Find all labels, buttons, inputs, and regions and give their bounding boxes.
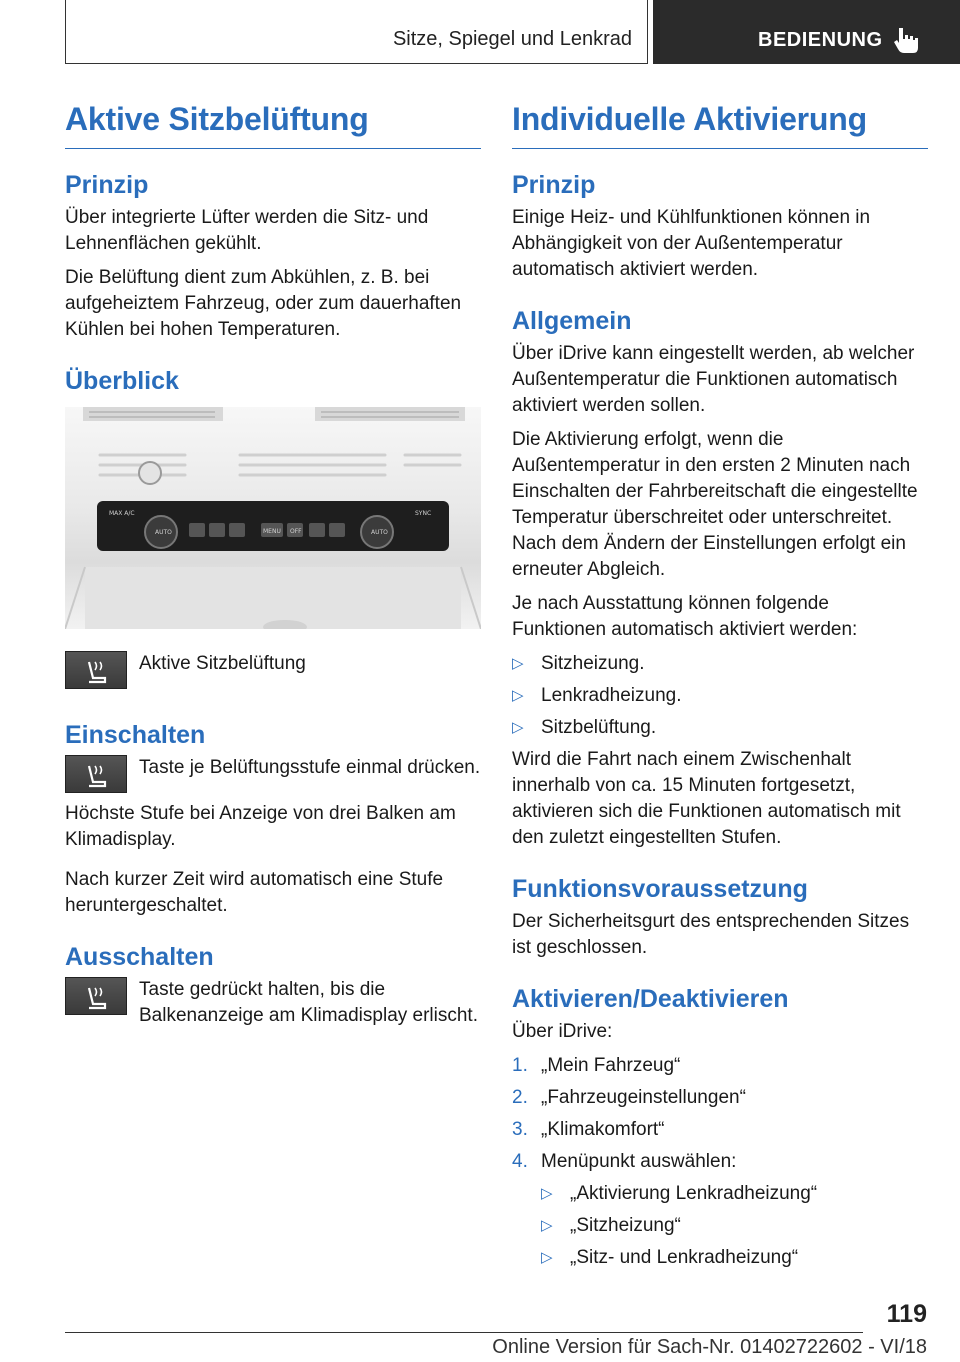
photo-label-max-ac: MAX A/C <box>109 510 135 517</box>
left-prinzip-heading: Prinzip <box>65 171 149 199</box>
bullet-triangle-icon: ▷ <box>541 1217 553 1234</box>
list-item: ▷ Sitzbelüftung. <box>512 715 928 741</box>
allgemein-heading: Allgemein <box>512 307 632 335</box>
header-chapter-tab <box>653 0 960 64</box>
left-column <box>65 98 481 1029</box>
einschalten-p2: Nach kurzer Zeit wird automatisch eine Stufe heruntergeschaltet. <box>65 869 444 916</box>
list-item: ▷ „Sitzheizung“ <box>541 1213 928 1239</box>
climate-panel-photo <box>65 407 481 629</box>
seat-ventilation-button-icon <box>65 755 127 793</box>
einschalten-row <box>65 755 481 793</box>
voraussetzung-heading: Funktionsvoraussetzung <box>512 875 808 903</box>
footer-text: Online Version für Sach-Nr. 01402722602 - VI/18 <box>492 1336 927 1358</box>
list-item: 2. „Fahrzeugeinstellungen“ <box>512 1087 746 1108</box>
left-prinzip-p1: Über integrierte Lüfter werden die Sitz- und Lehnenflächen gekühlt. <box>65 207 429 254</box>
list-item: ▷ „Aktivierung Lenkradheizung“ <box>541 1181 928 1207</box>
bullet-triangle-icon: ▷ <box>541 1185 553 1202</box>
right-column <box>512 98 928 1277</box>
menu-options-list <box>512 1181 928 1271</box>
bullet-triangle-icon: ▷ <box>512 655 524 672</box>
allgemein-p3: Je nach Ausstattung können folgende Funktionen automatisch aktiviert werden: <box>512 593 858 640</box>
list-item: ▷ Sitzheizung. <box>512 651 928 677</box>
bullet-triangle-icon: ▷ <box>541 1249 553 1266</box>
idrive-steps <box>512 1053 928 1175</box>
list-item: 1. „Mein Fahrzeug“ <box>512 1055 681 1076</box>
right-title: Individuelle Aktivierung <box>512 98 928 149</box>
page-number: 119 <box>886 1300 927 1328</box>
allgemein-p1: Über iDrive kann eingestellt werden, ab welcher Außentemperatur die Funktionen automatisch aktiviert werden sollen. <box>512 343 915 416</box>
left-title: Aktive Sitzbelüftung <box>65 98 481 149</box>
bullet-triangle-icon: ▷ <box>512 687 524 704</box>
ausschalten-text: Taste gedrückt halten, bis die Balkenanzeige am Klimadisplay erlischt. <box>139 979 478 1026</box>
einschalten-text: Taste je Belüftungsstufe einmal drücken. <box>139 757 481 778</box>
ausschalten-row <box>65 977 481 1029</box>
photo-label-auto-right: AUTO <box>371 529 388 536</box>
seat-ventilation-button-icon <box>65 977 127 1015</box>
ueberblick-caption-row <box>65 651 481 689</box>
ueberblick-heading: Überblick <box>65 367 179 395</box>
list-item: ▷ „Sitz- und Lenkradheizung“ <box>541 1245 928 1271</box>
einschalten-p1: Höchste Stufe bei Anzeige von drei Balken am Klimadisplay. <box>65 803 456 850</box>
pointing-hand-icon <box>893 26 919 54</box>
aktivieren-heading: Aktivieren/Deaktivieren <box>512 985 789 1013</box>
list-item: 4. Menüpunkt auswählen: <box>512 1151 737 1172</box>
photo-label-menu: MENU <box>263 528 281 535</box>
photo-label-off: OFF <box>290 528 302 535</box>
list-item: ▷ Lenkradheizung. <box>512 683 928 709</box>
seat-ventilation-button-icon <box>65 651 127 689</box>
bullet-triangle-icon: ▷ <box>512 719 524 736</box>
ausschalten-heading: Ausschalten <box>65 943 214 971</box>
einschalten-heading: Einschalten <box>65 721 206 749</box>
photo-label-sync: SYNC <box>415 510 432 517</box>
list-item: 3. „Klimakomfort“ <box>512 1119 665 1140</box>
header-chapter-label: BEDIENUNG <box>758 29 883 51</box>
allgemein-p2: Die Aktivierung erfolgt, wenn die Außentemperatur in den ersten 2 Minuten nach Einschalten der Fahrbereitschaft die eingestellte Temperatur überschreitet oder unterschreitet. Nach dem Ändern der Einstellungen erfolgt ein erneuter Abgleich. <box>512 429 918 580</box>
header-section-title: Sitze, Spiegel und Lenkrad <box>392 28 632 50</box>
photo-label-auto-left: AUTO <box>155 529 172 536</box>
left-prinzip-p2: Die Belüftung dient zum Abkühlen, z. B. bei aufgeheiztem Fahrzeug, oder zum dauerhaften Kühlen bei hohen Temperaturen. <box>65 267 462 340</box>
ueberblick-caption: Aktive Sitzbelüftung <box>139 653 306 674</box>
footer-divider <box>65 1332 863 1333</box>
right-prinzip-p1: Einige Heiz- und Kühlfunktionen können in Abhängigkeit von der Außentemperatur automatisch aktiviert werden. <box>512 207 871 280</box>
allgemein-p4: Wird die Fahrt nach einem Zwischenhalt innerhalb von ca. 15 Minuten fortgesetzt, aktivieren sich die Funktionen automatisch mit den zuletzt eingestellten Stufen. <box>512 749 901 848</box>
functions-list <box>512 651 928 741</box>
aktivieren-p1: Über iDrive: <box>512 1021 613 1042</box>
voraussetzung-p1: Der Sicherheitsgurt des entsprechenden Sitzes ist geschlossen. <box>512 911 910 958</box>
right-prinzip-heading: Prinzip <box>512 171 596 199</box>
